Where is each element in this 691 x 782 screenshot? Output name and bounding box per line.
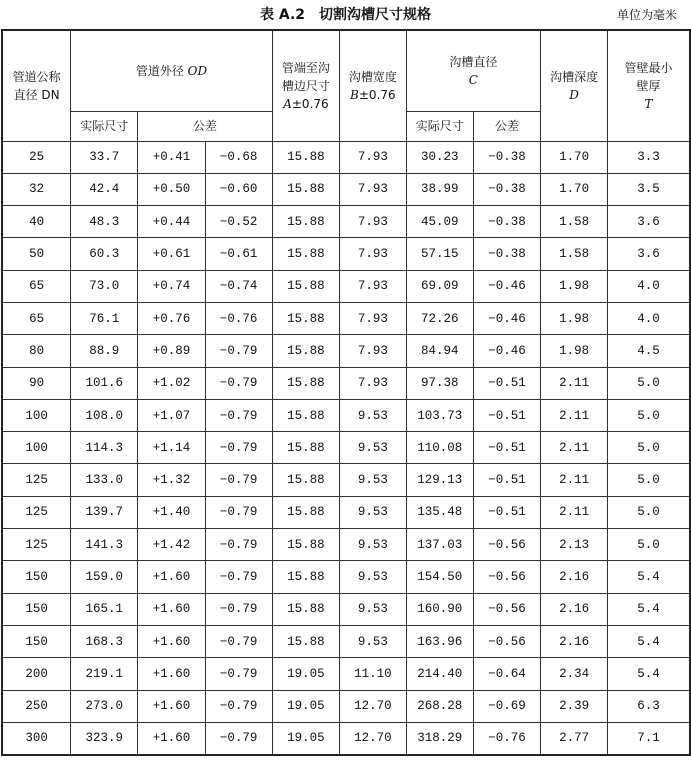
cell-a: 15.88 (272, 561, 339, 593)
cell-od-tol-minus: −0.79 (205, 335, 272, 367)
cell-od-actual: 159.0 (71, 561, 138, 593)
cell-t: 5.0 (608, 367, 690, 399)
cell-c-actual: 38.99 (406, 173, 473, 205)
cell-t: 3.5 (608, 173, 690, 205)
header-od-group: 管道外径 OD (71, 30, 273, 111)
cell-c-tol: −0.56 (473, 593, 540, 625)
cell-dn: 100 (2, 432, 71, 464)
cell-od-tol-minus: −0.79 (205, 625, 272, 657)
cell-d: 1.70 (541, 141, 608, 173)
cell-a: 15.88 (272, 206, 339, 238)
cell-d: 2.16 (541, 625, 608, 657)
cell-t: 5.0 (608, 399, 690, 431)
cell-b: 7.93 (340, 141, 406, 173)
cell-c-actual: 69.09 (406, 270, 473, 302)
table-row (2, 496, 690, 528)
cell-od-tol-plus: +0.41 (138, 141, 205, 173)
cell-dn: 65 (2, 270, 71, 302)
cell-dn: 100 (2, 399, 71, 431)
cell-b: 7.93 (340, 270, 406, 302)
cell-c-actual: 103.73 (406, 399, 473, 431)
cell-b: 12.70 (340, 690, 406, 722)
cell-c-tol: −0.38 (473, 173, 540, 205)
cell-od-tol-plus: +1.42 (138, 529, 205, 561)
cell-od-tol-plus: +1.60 (138, 561, 205, 593)
cell-b: 7.93 (340, 367, 406, 399)
cell-d: 1.98 (541, 335, 608, 367)
cell-c-tol: −0.69 (473, 690, 540, 722)
cell-b: 9.53 (340, 464, 406, 496)
cell-a: 15.88 (272, 399, 339, 431)
cell-c-actual: 163.96 (406, 625, 473, 657)
cell-dn: 125 (2, 496, 71, 528)
cell-od-tol-minus: −0.60 (205, 173, 272, 205)
cell-dn: 125 (2, 464, 71, 496)
cell-d: 2.11 (541, 367, 608, 399)
cell-od-tol-plus: +0.74 (138, 270, 205, 302)
table-row (2, 270, 690, 302)
cell-d: 2.39 (541, 690, 608, 722)
cell-t: 5.0 (608, 496, 690, 528)
cell-c-tol: −0.76 (473, 722, 540, 755)
cell-od-tol-plus: +0.50 (138, 173, 205, 205)
table-row (2, 173, 690, 205)
cell-c-tol: −0.56 (473, 529, 540, 561)
groove-spec-table (1, 29, 691, 756)
header-od-actual: 实际尺寸 (71, 111, 138, 141)
cell-c-actual: 30.23 (406, 141, 473, 173)
header-dn: 管道公称 直径 DN (2, 30, 71, 141)
cell-od-tol-minus: −0.79 (205, 658, 272, 690)
header-od-tolerance: 公差 (138, 111, 272, 141)
cell-od-tol-minus: −0.79 (205, 561, 272, 593)
table-row (2, 432, 690, 464)
cell-a: 15.88 (272, 529, 339, 561)
cell-c-actual: 135.48 (406, 496, 473, 528)
cell-od-tol-plus: +1.60 (138, 625, 205, 657)
table-row (2, 238, 690, 270)
table-body (2, 141, 690, 755)
table-row (2, 529, 690, 561)
cell-dn: 125 (2, 529, 71, 561)
header-b: 沟槽宽度 B±0.76 (340, 30, 406, 141)
table-row (2, 141, 690, 173)
cell-b: 9.53 (340, 432, 406, 464)
cell-c-tol: −0.46 (473, 335, 540, 367)
cell-dn: 300 (2, 722, 71, 755)
cell-a: 15.88 (272, 238, 339, 270)
cell-c-tol: −0.51 (473, 367, 540, 399)
cell-od-actual: 73.0 (71, 270, 138, 302)
cell-dn: 40 (2, 206, 71, 238)
cell-od-tol-minus: −0.68 (205, 141, 272, 173)
cell-od-actual: 219.1 (71, 658, 138, 690)
cell-t: 5.4 (608, 658, 690, 690)
cell-b: 7.93 (340, 173, 406, 205)
cell-t: 7.1 (608, 722, 690, 755)
table-row (2, 593, 690, 625)
cell-b: 9.53 (340, 561, 406, 593)
cell-t: 4.0 (608, 302, 690, 334)
cell-d: 2.11 (541, 496, 608, 528)
cell-dn: 150 (2, 561, 71, 593)
cell-dn: 32 (2, 173, 71, 205)
cell-c-actual: 72.26 (406, 302, 473, 334)
header-c-group: 沟槽直径 C (406, 30, 541, 111)
cell-t: 3.3 (608, 141, 690, 173)
cell-od-actual: 165.1 (71, 593, 138, 625)
cell-od-tol-minus: −0.79 (205, 367, 272, 399)
cell-dn: 25 (2, 141, 71, 173)
cell-b: 7.93 (340, 238, 406, 270)
cell-od-actual: 88.9 (71, 335, 138, 367)
table-row (2, 367, 690, 399)
cell-dn: 150 (2, 625, 71, 657)
cell-d: 1.98 (541, 302, 608, 334)
table-row (2, 561, 690, 593)
cell-od-actual: 33.7 (71, 141, 138, 173)
cell-a: 15.88 (272, 141, 339, 173)
cell-d: 1.70 (541, 173, 608, 205)
cell-a: 15.88 (272, 432, 339, 464)
cell-t: 3.6 (608, 238, 690, 270)
cell-dn: 50 (2, 238, 71, 270)
cell-a: 15.88 (272, 625, 339, 657)
cell-t: 5.4 (608, 561, 690, 593)
cell-c-actual: 45.09 (406, 206, 473, 238)
cell-b: 7.93 (340, 335, 406, 367)
table-row (2, 690, 690, 722)
cell-od-tol-minus: −0.79 (205, 529, 272, 561)
cell-c-actual: 84.94 (406, 335, 473, 367)
cell-c-actual: 110.08 (406, 432, 473, 464)
cell-od-actual: 60.3 (71, 238, 138, 270)
cell-od-tol-minus: −0.52 (205, 206, 272, 238)
cell-c-actual: 268.28 (406, 690, 473, 722)
cell-od-tol-plus: +1.60 (138, 593, 205, 625)
cell-b: 9.53 (340, 625, 406, 657)
header-c-actual: 实际尺寸 (406, 111, 473, 141)
cell-od-tol-minus: −0.79 (205, 722, 272, 755)
cell-a: 15.88 (272, 302, 339, 334)
cell-d: 1.58 (541, 206, 608, 238)
header-d: 沟槽深度 D (541, 30, 608, 141)
cell-od-tol-plus: +1.02 (138, 367, 205, 399)
cell-c-actual: 214.40 (406, 658, 473, 690)
cell-c-actual: 160.90 (406, 593, 473, 625)
cell-od-actual: 139.7 (71, 496, 138, 528)
cell-d: 1.98 (541, 270, 608, 302)
cell-b: 12.70 (340, 722, 406, 755)
cell-d: 1.58 (541, 238, 608, 270)
cell-c-tol: −0.51 (473, 496, 540, 528)
cell-c-tol: −0.51 (473, 432, 540, 464)
cell-a: 19.05 (272, 722, 339, 755)
table-row (2, 302, 690, 334)
table-title: 表 A.2 切割沟槽尺寸规格 (259, 7, 432, 23)
table-row (2, 464, 690, 496)
cell-b: 7.93 (340, 206, 406, 238)
cell-od-tol-minus: −0.61 (205, 238, 272, 270)
cell-od-tol-plus: +1.60 (138, 722, 205, 755)
cell-b: 9.53 (340, 399, 406, 431)
cell-od-tol-minus: −0.79 (205, 593, 272, 625)
cell-od-tol-minus: −0.79 (205, 399, 272, 431)
cell-od-actual: 48.3 (71, 206, 138, 238)
cell-c-tol: −0.46 (473, 302, 540, 334)
cell-t: 4.0 (608, 270, 690, 302)
cell-t: 5.4 (608, 625, 690, 657)
cell-od-tol-minus: −0.79 (205, 496, 272, 528)
unit-note: 单位为毫米 (616, 8, 677, 22)
cell-t: 5.0 (608, 432, 690, 464)
cell-c-tol: −0.38 (473, 141, 540, 173)
cell-dn: 90 (2, 367, 71, 399)
cell-od-actual: 76.1 (71, 302, 138, 334)
table-row (2, 335, 690, 367)
header-a: 管端至沟 槽边尺寸 A±0.76 (272, 30, 339, 141)
cell-d: 2.16 (541, 561, 608, 593)
cell-od-tol-plus: +0.76 (138, 302, 205, 334)
header-t: 管壁最小 壁厚 T (608, 30, 690, 141)
cell-c-actual: 97.38 (406, 367, 473, 399)
cell-od-actual: 168.3 (71, 625, 138, 657)
cell-c-tol: −0.64 (473, 658, 540, 690)
cell-dn: 150 (2, 593, 71, 625)
cell-b: 11.10 (340, 658, 406, 690)
cell-d: 2.77 (541, 722, 608, 755)
table-row (2, 625, 690, 657)
cell-od-actual: 141.3 (71, 529, 138, 561)
cell-c-actual: 154.50 (406, 561, 473, 593)
cell-dn: 250 (2, 690, 71, 722)
table-row (2, 399, 690, 431)
cell-od-tol-minus: −0.79 (205, 690, 272, 722)
table-row (2, 658, 690, 690)
header-c-tolerance: 公差 (473, 111, 540, 141)
cell-od-tol-plus: +0.89 (138, 335, 205, 367)
cell-od-tol-plus: +0.44 (138, 206, 205, 238)
cell-c-actual: 129.13 (406, 464, 473, 496)
cell-d: 2.16 (541, 593, 608, 625)
cell-a: 19.05 (272, 658, 339, 690)
cell-a: 15.88 (272, 173, 339, 205)
cell-od-tol-minus: −0.74 (205, 270, 272, 302)
cell-od-tol-plus: +1.60 (138, 658, 205, 690)
cell-t: 5.0 (608, 464, 690, 496)
cell-od-tol-plus: +1.60 (138, 690, 205, 722)
cell-od-tol-plus: +1.14 (138, 432, 205, 464)
cell-dn: 200 (2, 658, 71, 690)
cell-od-tol-minus: −0.79 (205, 464, 272, 496)
table-row (2, 722, 690, 755)
cell-c-actual: 137.03 (406, 529, 473, 561)
cell-d: 2.11 (541, 432, 608, 464)
cell-t: 4.5 (608, 335, 690, 367)
cell-od-tol-plus: +0.61 (138, 238, 205, 270)
cell-a: 15.88 (272, 270, 339, 302)
cell-c-actual: 318.29 (406, 722, 473, 755)
cell-t: 6.3 (608, 690, 690, 722)
cell-od-actual: 101.6 (71, 367, 138, 399)
cell-od-actual: 273.0 (71, 690, 138, 722)
cell-c-tol: −0.46 (473, 270, 540, 302)
cell-od-actual: 323.9 (71, 722, 138, 755)
cell-od-actual: 133.0 (71, 464, 138, 496)
cell-c-tol: −0.38 (473, 238, 540, 270)
cell-b: 9.53 (340, 593, 406, 625)
cell-b: 7.93 (340, 302, 406, 334)
cell-c-tol: −0.51 (473, 399, 540, 431)
cell-d: 2.13 (541, 529, 608, 561)
cell-t: 3.6 (608, 206, 690, 238)
cell-od-actual: 108.0 (71, 399, 138, 431)
cell-d: 2.34 (541, 658, 608, 690)
cell-c-tol: −0.56 (473, 561, 540, 593)
table-row (2, 206, 690, 238)
cell-dn: 65 (2, 302, 71, 334)
cell-c-actual: 57.15 (406, 238, 473, 270)
cell-a: 15.88 (272, 335, 339, 367)
cell-d: 2.11 (541, 464, 608, 496)
cell-t: 5.4 (608, 593, 690, 625)
cell-a: 19.05 (272, 690, 339, 722)
cell-a: 15.88 (272, 367, 339, 399)
cell-a: 15.88 (272, 464, 339, 496)
cell-b: 9.53 (340, 529, 406, 561)
cell-b: 9.53 (340, 496, 406, 528)
cell-c-tol: −0.56 (473, 625, 540, 657)
cell-c-tol: −0.38 (473, 206, 540, 238)
cell-od-tol-minus: −0.76 (205, 302, 272, 334)
cell-od-actual: 114.3 (71, 432, 138, 464)
cell-od-actual: 42.4 (71, 173, 138, 205)
cell-dn: 80 (2, 335, 71, 367)
cell-a: 15.88 (272, 593, 339, 625)
cell-t: 5.0 (608, 529, 690, 561)
cell-od-tol-plus: +1.32 (138, 464, 205, 496)
cell-a: 15.88 (272, 496, 339, 528)
cell-od-tol-minus: −0.79 (205, 432, 272, 464)
cell-od-tol-plus: +1.40 (138, 496, 205, 528)
cell-c-tol: −0.51 (473, 464, 540, 496)
cell-od-tol-plus: +1.07 (138, 399, 205, 431)
cell-d: 2.11 (541, 399, 608, 431)
